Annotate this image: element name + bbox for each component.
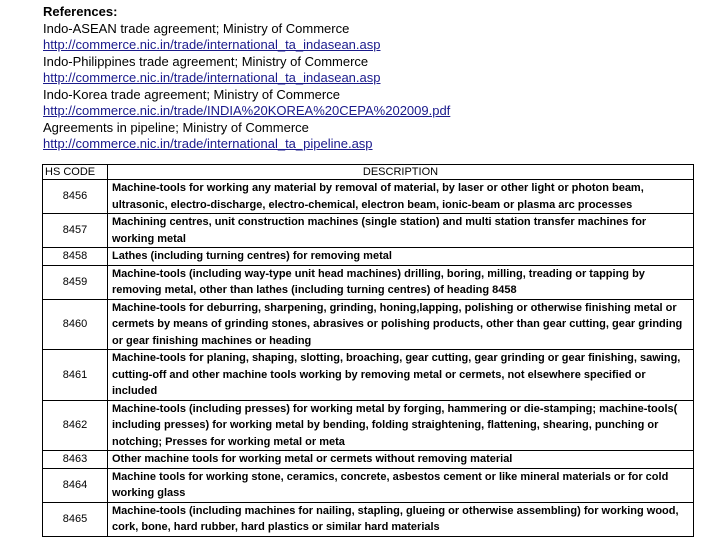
description-cell: Other machine tools for working metal or cermets without removing material <box>108 451 694 469</box>
references-heading: References: <box>43 4 118 19</box>
reference-link[interactable]: http://commerce.nic.in/trade/international_ta_indasean.asp <box>43 37 381 52</box>
table-row <box>43 400 694 451</box>
hs-code-cell: 8462 <box>43 400 108 451</box>
description-cell: Machine-tools (including machines for nailing, stapling, glueing or otherwise assembling) for working wood, cork, bone, hard rubber, hard plastics or similar hard materials <box>108 502 694 536</box>
hs-code-cell: 8459 <box>43 265 108 299</box>
hs-code-cell: 8463 <box>43 451 108 469</box>
hs-code-header: HS CODE <box>43 165 108 180</box>
description-cell: Machine-tools (including presses) for working metal by forging, hammering or die-stamping; machine-tools( including presses) for working metal by bending, folding straightening, flattening, shearing, punching or notching; Presses for working metal or meta <box>108 400 694 451</box>
table-row <box>43 451 694 469</box>
description-cell: Machine-tools for working any material by removal of material, by laser or other light or photon beam, ultrasonic, electro-discharge, electro-chemical, electron beam, ionic-beam or plasma arc processes <box>108 180 694 214</box>
hs-code-cell: 8465 <box>43 502 108 536</box>
hs-code-cell: 8460 <box>43 299 108 350</box>
hs-code-cell: 8458 <box>43 248 108 266</box>
hs-code-cell: 8456 <box>43 180 108 214</box>
table-row <box>43 468 694 502</box>
reference-link[interactable]: http://commerce.nic.in/trade/INDIA%20KOREA%20CEPA%202009.pdf <box>43 103 451 118</box>
description-cell: Machine tools for working stone, ceramics, concrete, asbestos cement or like mineral materials or for cold working glass <box>108 468 694 502</box>
hs-code-cell: 8457 <box>43 214 108 248</box>
description-cell: Machining centres, unit construction machines (single station) and multi station transfer machines for working metal <box>108 214 694 248</box>
references-section <box>43 4 703 153</box>
table-row <box>43 214 694 248</box>
hs-code-cell: 8461 <box>43 350 108 401</box>
hs-code-table <box>42 164 694 537</box>
table-row <box>43 180 694 214</box>
table-row <box>43 299 694 350</box>
table-row <box>43 502 694 536</box>
table-row <box>43 265 694 299</box>
hs-code-cell: 8464 <box>43 468 108 502</box>
table-row <box>43 248 694 266</box>
description-cell: Machine-tools for planing, shaping, slotting, broaching, gear cutting, gear grinding or gear finishing, sawing, cutting-off and other machine tools working by removing metal or cermets, not elsewhere specified or included <box>108 350 694 401</box>
reference-title: Agreements in pipeline; Ministry of Commerce <box>43 119 309 135</box>
description-cell: Machine-tools for deburring, sharpening, grinding, honing,lapping, polishing or otherwise finishing metal or cermets by means of grinding stones, abrasives or polishing products, other than gear cutting, gear grinding or gear finishing machines or heading <box>108 299 694 350</box>
reference-link[interactable]: http://commerce.nic.in/trade/international_ta_pipeline.asp <box>43 136 373 151</box>
table-header-row <box>43 165 694 180</box>
reference-title: Indo-ASEAN trade agreement; Ministry of Commerce <box>43 20 350 36</box>
description-header: DESCRIPTION <box>108 165 694 180</box>
description-cell: Lathes (including turning centres) for removing metal <box>108 248 694 266</box>
reference-title: Indo-Korea trade agreement; Ministry of Commerce <box>43 86 340 102</box>
reference-link[interactable]: http://commerce.nic.in/trade/international_ta_indasean.asp <box>43 70 381 85</box>
description-cell: Machine-tools (including way-type unit head machines) drilling, boring, milling, treading or tapping by removing metal, other than lathes (including turning centres) of heading 8458 <box>108 265 694 299</box>
table-row <box>43 350 694 401</box>
reference-title: Indo-Philippines trade agreement; Ministry of Commerce <box>43 53 369 69</box>
